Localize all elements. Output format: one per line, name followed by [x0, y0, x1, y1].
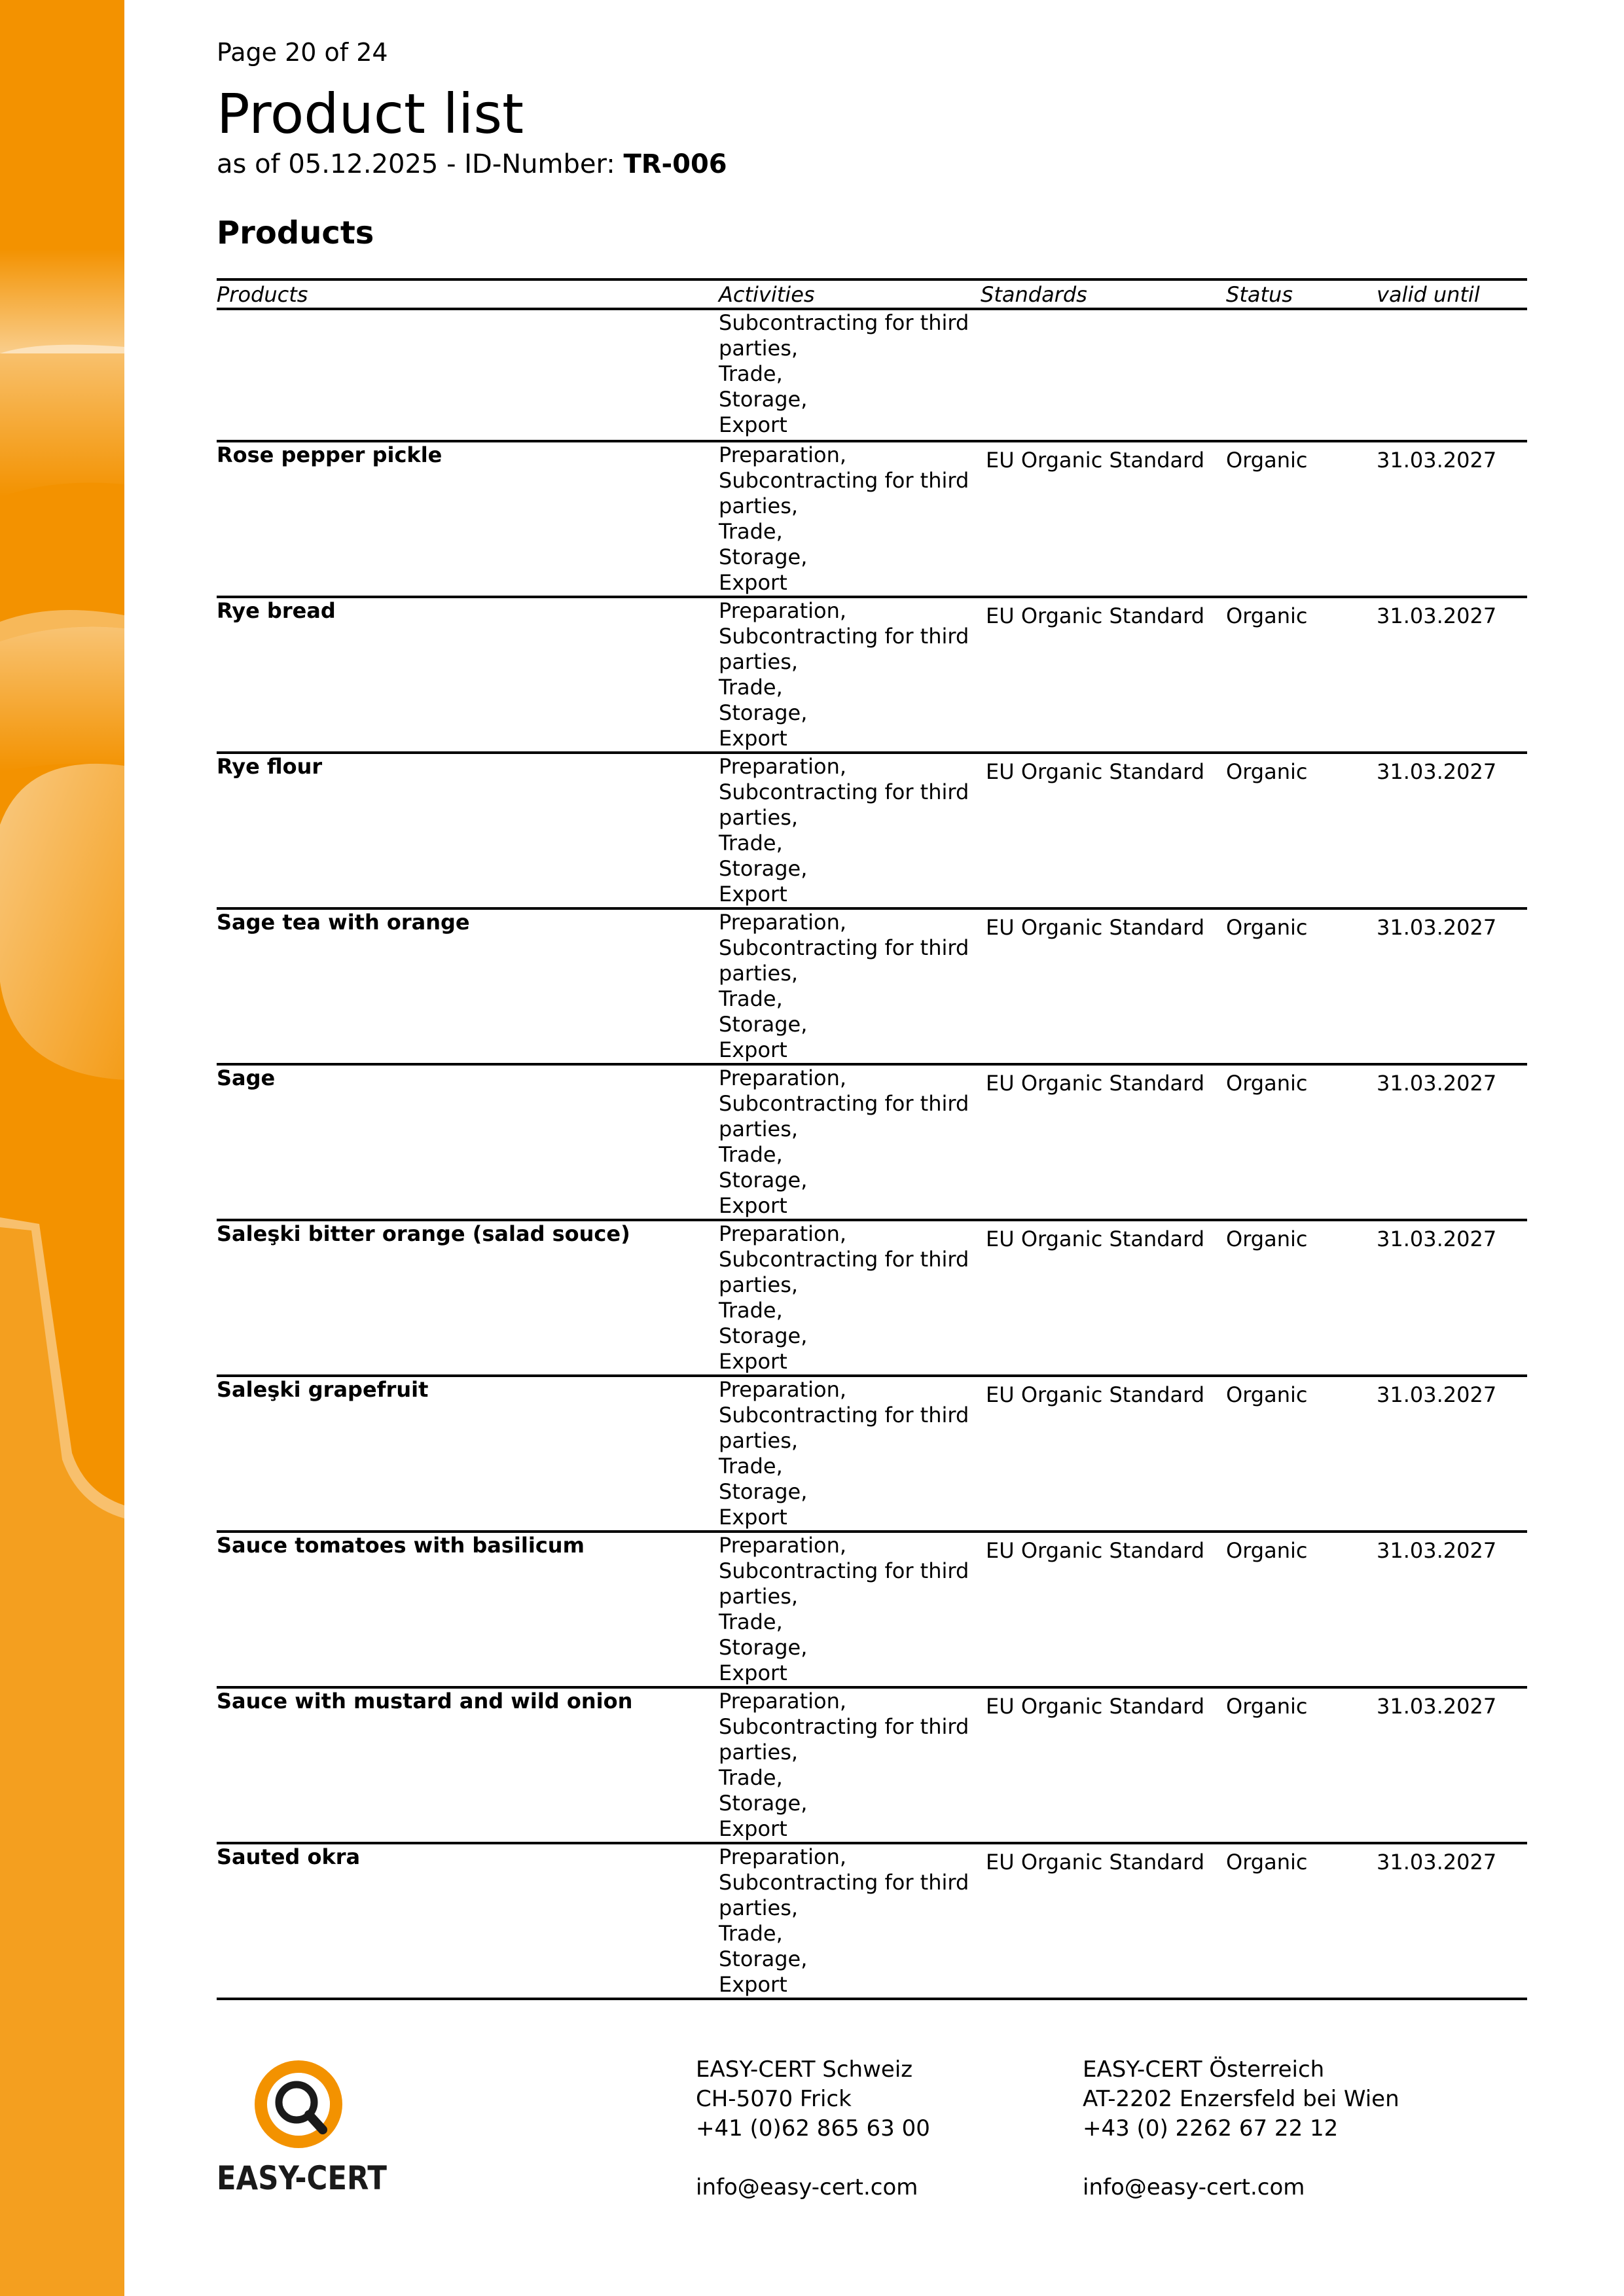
activity-line: Storage, [719, 1946, 808, 1971]
activity-line: Storage, [719, 545, 808, 569]
valid-until-cell: 31.03.2027 [1377, 1376, 1527, 1532]
standard-cell: EU Organic Standard [981, 1220, 1226, 1376]
activity-line: parties, [719, 649, 799, 674]
valid-until-cell: 31.03.2027 [1377, 753, 1527, 908]
activity-line: Export [719, 1193, 787, 1218]
table-row [217, 1687, 1527, 1843]
activity-line: Export [719, 1816, 787, 1841]
activities-cell [719, 1687, 981, 1843]
status-cell: Organic [1226, 1064, 1377, 1220]
office-email-link[interactable]: info@easy-cert.com [696, 2174, 918, 2200]
footer-office-swiss [696, 2055, 930, 2202]
activity-line: Export [719, 1349, 787, 1374]
valid-until-cell: 31.03.2027 [1377, 1220, 1527, 1376]
activities-cell [719, 753, 981, 908]
activity-line: Storage, [719, 1635, 808, 1660]
valid-until-cell: 31.03.2027 [1377, 1532, 1527, 1687]
office-address: AT-2202 Enzersfeld bei Wien [1083, 2086, 1399, 2112]
valid-until-cell: 31.03.2027 [1377, 1687, 1527, 1843]
activities-cell [719, 908, 981, 1064]
status-cell: Organic [1226, 1376, 1377, 1532]
table-row [217, 1532, 1527, 1687]
activity-line: Trade, [719, 1765, 783, 1790]
activity-line: Export [719, 570, 787, 595]
activities-cell [719, 309, 981, 441]
activity-line: Preparation, [719, 1066, 847, 1090]
activity-line: Export [719, 412, 787, 437]
page-title: Product list [217, 82, 524, 146]
activity-line: parties, [719, 961, 799, 986]
activity-line: Subcontracting for third [719, 1247, 969, 1272]
activity-line: Subcontracting for third [719, 468, 969, 493]
activity-line: Subcontracting for third [719, 1870, 969, 1895]
activity-line: Preparation, [719, 1689, 847, 1713]
product-name-cell: Saleşki bitter orange (salad souce) [217, 1220, 719, 1376]
standard-cell: EU Organic Standard [981, 1064, 1226, 1220]
activity-line: Trade, [719, 1142, 783, 1167]
valid-until-cell: 31.03.2027 [1377, 908, 1527, 1064]
logo-wordmark: EASY-CERT [217, 2159, 387, 2197]
product-name-cell: Sage tea with orange [217, 908, 719, 1064]
activity-line: Export [719, 726, 787, 751]
valid-until-cell: 31.03.2027 [1377, 1064, 1527, 1220]
office-phone[interactable]: +43 (0) 2262 67 22 12 [1083, 2115, 1339, 2142]
table-row-continued [217, 309, 1527, 441]
activity-line: Preparation, [719, 1533, 847, 1558]
sidebar-pattern [0, 0, 124, 2296]
status-cell: Organic [1226, 908, 1377, 1064]
activity-line: Storage, [719, 856, 808, 881]
activity-line: Export [719, 1972, 787, 1997]
table-header-row [217, 279, 1527, 309]
standard-cell: EU Organic Standard [981, 1376, 1226, 1532]
activity-line: Trade, [719, 361, 783, 386]
activities-cell [719, 1376, 981, 1532]
table-row [217, 441, 1527, 597]
column-header-standards: Standards [981, 279, 1226, 309]
date-text: as of 05.12.2025 - ID-Number: [217, 149, 624, 179]
activity-line: Preparation, [719, 910, 847, 935]
activity-line: Storage, [719, 1323, 808, 1348]
activity-line: parties, [719, 805, 799, 830]
office-address: CH-5070 Frick [696, 2086, 852, 2112]
activity-line: Preparation, [719, 754, 847, 779]
easy-cert-logo [217, 2049, 387, 2206]
activity-line: Preparation, [719, 442, 847, 467]
activity-line: Preparation, [719, 1844, 847, 1869]
footer-office-austria [1083, 2055, 1399, 2202]
activity-line: parties, [719, 1584, 799, 1609]
activity-line: Trade, [719, 831, 783, 855]
products-table [217, 278, 1527, 2000]
product-name-cell: Rye flour [217, 753, 719, 908]
activity-line: Export [719, 882, 787, 906]
activity-line: Trade, [719, 1454, 783, 1479]
activity-line: Export [719, 1505, 787, 1530]
activity-line: Trade, [719, 519, 783, 544]
standard-cell: EU Organic Standard [981, 1843, 1226, 1999]
activities-cell [719, 597, 981, 753]
column-header-activities: Activities [719, 279, 981, 309]
column-header-valid-until: valid until [1377, 279, 1527, 309]
activity-line: parties, [719, 336, 799, 361]
table-row [217, 753, 1527, 908]
activity-line: parties, [719, 1117, 799, 1141]
activity-line: Subcontracting for third [719, 780, 969, 804]
status-cell: Organic [1226, 1843, 1377, 1999]
standard-cell: EU Organic Standard [981, 908, 1226, 1064]
valid-until-cell [1377, 309, 1527, 441]
status-cell: Organic [1226, 597, 1377, 753]
activity-line: Export [719, 1037, 787, 1062]
activity-line: Export [719, 1660, 787, 1685]
activities-cell [719, 1843, 981, 1999]
standard-cell: EU Organic Standard [981, 597, 1226, 753]
activity-line: parties, [719, 1895, 799, 1920]
activities-cell [719, 1064, 981, 1220]
activity-line: Subcontracting for third [719, 624, 969, 649]
activity-line: Preparation, [719, 1377, 847, 1402]
activity-line: Subcontracting for third [719, 935, 969, 960]
standard-cell: EU Organic Standard [981, 753, 1226, 908]
activities-cell [719, 441, 981, 597]
activity-line: Storage, [719, 1791, 808, 1816]
table-row [217, 908, 1527, 1064]
product-name-cell: Rye bread [217, 597, 719, 753]
standard-cell: EU Organic Standard [981, 441, 1226, 597]
office-email-link[interactable]: info@easy-cert.com [1083, 2174, 1305, 2200]
valid-until-cell: 31.03.2027 [1377, 1843, 1527, 1999]
table-row [217, 1220, 1527, 1376]
standard-cell: EU Organic Standard [981, 1687, 1226, 1843]
product-name-cell: Sage [217, 1064, 719, 1220]
product-name-cell: Rose pepper pickle [217, 441, 719, 597]
status-cell: Organic [1226, 1687, 1377, 1843]
activity-line: Storage, [719, 1012, 808, 1037]
activity-line: parties, [719, 1428, 799, 1453]
office-phone[interactable]: +41 (0)62 865 63 00 [696, 2115, 930, 2142]
product-name-cell [217, 309, 719, 441]
activity-line: Preparation, [719, 1221, 847, 1246]
activity-line: Trade, [719, 986, 783, 1011]
status-cell: Organic [1226, 1532, 1377, 1687]
activity-line: Subcontracting for third [719, 1403, 969, 1427]
standard-cell [981, 309, 1226, 441]
product-name-cell: Saleşki grapefruit [217, 1376, 719, 1532]
section-title: Products [217, 215, 374, 251]
office-name: EASY-CERT Schweiz [696, 2056, 913, 2083]
activity-line: Storage, [719, 387, 808, 412]
activity-line: Storage, [719, 1168, 808, 1193]
status-cell: Organic [1226, 753, 1377, 908]
standard-cell: EU Organic Standard [981, 1532, 1226, 1687]
activity-line: Subcontracting for third [719, 310, 969, 335]
page-number: Page 20 of 24 [217, 38, 388, 67]
valid-until-cell: 31.03.2027 [1377, 441, 1527, 597]
activities-cell [719, 1220, 981, 1376]
table-row [217, 1376, 1527, 1532]
table-row [217, 1843, 1527, 1999]
activity-line: parties, [719, 1272, 799, 1297]
valid-until-cell: 31.03.2027 [1377, 597, 1527, 753]
product-name-cell: Sauce with mustard and wild onion [217, 1687, 719, 1843]
product-name-cell: Sauted okra [217, 1843, 719, 1999]
table-row [217, 597, 1527, 753]
activity-line: Trade, [719, 675, 783, 700]
column-header-products: Products [217, 279, 719, 309]
activities-cell [719, 1532, 981, 1687]
activity-line: Storage, [719, 1479, 808, 1504]
activity-line: Trade, [719, 1298, 783, 1323]
status-cell: Organic [1226, 441, 1377, 597]
table-body [217, 309, 1527, 1999]
page-subtitle [217, 149, 727, 179]
activity-line: Subcontracting for third [719, 1091, 969, 1116]
status-cell [1226, 309, 1377, 441]
activity-line: Preparation, [719, 598, 847, 623]
id-number: TR-006 [623, 149, 727, 179]
activity-line: Trade, [719, 1609, 783, 1634]
decorative-sidebar [0, 0, 124, 2296]
activity-line: Subcontracting for third [719, 1558, 969, 1583]
column-header-status: Status [1226, 279, 1377, 309]
activity-line: parties, [719, 1740, 799, 1765]
activity-line: Subcontracting for third [719, 1714, 969, 1739]
table-row [217, 1064, 1527, 1220]
office-name: EASY-CERT Österreich [1083, 2056, 1325, 2083]
activity-line: Storage, [719, 700, 808, 725]
activity-line: Trade, [719, 1921, 783, 1946]
status-cell: Organic [1226, 1220, 1377, 1376]
activity-line: parties, [719, 493, 799, 518]
product-name-cell: Sauce tomatoes with basilicum [217, 1532, 719, 1687]
